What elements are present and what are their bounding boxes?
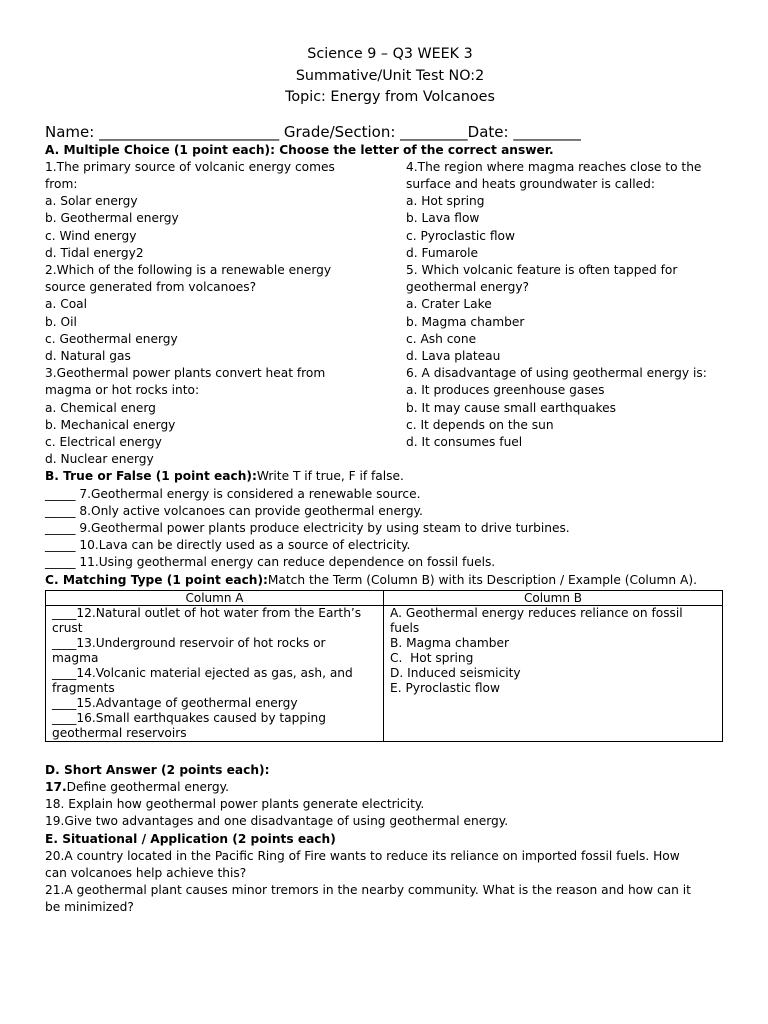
question-line: 3.Geothermal power plants convert heat from: [45, 366, 326, 381]
choice-line: c. Wind energy: [45, 228, 137, 243]
document-header: [45, 44, 735, 109]
choice-line: a. Crater Lake: [406, 297, 492, 312]
short-answer-item: [45, 779, 735, 796]
situational-item: 21.A geothermal plant causes minor tremors in the nearby community. What is the reason and how can it: [45, 883, 691, 898]
choice-line: d. Lava plateau: [406, 348, 501, 363]
question-line: 6. A disadvantage of using geothermal energy is:: [406, 366, 707, 381]
choice-line: a. Hot spring: [406, 194, 485, 209]
question-line: 4.The region where magma reaches close to the: [406, 159, 702, 174]
question-line: 1.The primary source of volcanic energy comes: [45, 159, 335, 174]
section-b-heading: [45, 468, 735, 485]
question-number: 17.: [45, 779, 67, 794]
choice-line: c. Geothermal energy: [45, 331, 178, 346]
subject-title: Science 9 – Q3 WEEK 3: [307, 46, 473, 62]
situational-item: be minimized?: [45, 900, 134, 915]
column-a-header: Column A: [46, 590, 384, 605]
column-a-line: magma: [52, 650, 99, 665]
section-e-heading: E. Situational / Application (2 points each): [45, 831, 336, 846]
question-line: geothermal energy?: [406, 280, 530, 295]
question-line: 2.Which of the following is a renewable energy: [45, 262, 332, 277]
column-b-line: C. Hot spring: [390, 650, 474, 665]
column-a-line: fragments: [52, 680, 115, 695]
true-false-item: _____ 11.Using geothermal energy can reduce dependence on fossil fuels.: [45, 555, 496, 570]
choice-line: d. It consumes fuel: [406, 434, 523, 449]
choice-line: a. Solar energy: [45, 194, 138, 209]
choice-line: b. Oil: [45, 314, 77, 329]
choice-line: d. Fumarole: [406, 245, 478, 260]
choice-line: b. Lava flow: [406, 211, 480, 226]
column-a-line: ____12.Natural outlet of hot water from the Earth’s: [52, 605, 362, 620]
question-line: surface and heats groundwater is called:: [406, 176, 656, 191]
matching-table-header-row: [46, 590, 723, 605]
question-line: 5. Which volcanic feature is often tapped for: [406, 262, 678, 277]
section-d-heading: D. Short Answer (2 points each):: [45, 762, 270, 777]
choice-line: a. Chemical energ: [45, 400, 156, 415]
column-b-line: B. Magma chamber: [390, 635, 510, 650]
true-false-item: _____ 7.Geothermal energy is considered a renewable source.: [45, 486, 421, 501]
matching-table: [45, 590, 723, 742]
section-b-instruction: Write T if true, F if false.: [256, 469, 404, 484]
column-a-line: ____13.Underground reservoir of hot rocks or: [52, 635, 326, 650]
section-c-title: C. Matching Type (1 point each):: [45, 572, 268, 587]
topic-title: Topic: Energy from Volcanoes: [285, 89, 495, 105]
choice-line: b. Magma chamber: [406, 314, 525, 329]
choice-line: c. Ash cone: [406, 331, 477, 346]
choice-line: d. Nuclear energy: [45, 452, 154, 467]
column-b-header: Column B: [384, 590, 723, 605]
choice-line: a. It produces greenhouse gases: [406, 383, 605, 398]
choice-line: c. It depends on the sun: [406, 417, 554, 432]
column-a-line: ____14.Volcanic material ejected as gas, ash, and: [52, 665, 353, 680]
column-a-line: crust: [52, 620, 83, 635]
section-a-questions: [45, 159, 735, 469]
situational-item: 20.A country located in the Pacific Ring of Fire wants to reduce its reliance on imported fossil fuels. How: [45, 848, 680, 863]
column-b-cell: [384, 605, 723, 741]
test-document: [45, 0, 735, 917]
choice-line: c. Pyroclastic flow: [406, 228, 515, 243]
column-a-cell: [46, 605, 384, 741]
section-a-right-column: [406, 159, 735, 469]
choice-line: b. Mechanical energy: [45, 417, 176, 432]
section-b-title: B. True or False (1 point each):: [45, 469, 257, 484]
column-b-line: E. Pyroclastic flow: [390, 680, 500, 695]
section-a-heading: A. Multiple Choice (1 point each): Choose the letter of the correct answer.: [45, 142, 554, 157]
true-false-item: _____ 10.Lava can be directly used as a source of electricity.: [45, 538, 411, 553]
column-a-line: ____15.Advantage of geothermal energy: [52, 695, 298, 710]
column-a-line: geothermal reservoirs: [52, 725, 187, 740]
question-line: source generated from volcanoes?: [45, 280, 257, 295]
section-c-heading: [45, 572, 735, 589]
column-b-line: D. Induced seismicity: [390, 665, 521, 680]
matching-table-row: [46, 605, 723, 741]
choice-line: d. Tidal energy2: [45, 245, 144, 260]
test-title: Summative/Unit Test NO:2: [295, 67, 485, 84]
question-line: magma or hot rocks into:: [45, 383, 200, 398]
choice-line: c. Electrical energy: [45, 434, 162, 449]
question-text: Define geothermal energy.: [66, 779, 229, 794]
true-false-item: _____ 9.Geothermal power plants produce electricity by using steam to drive turbines.: [45, 520, 570, 535]
short-answer-item: 19.Give two advantages and one disadvantage of using geothermal energy.: [45, 814, 509, 829]
column-a-line: ____16.Small earthquakes caused by tapping: [52, 710, 326, 725]
section-a-left-column: [45, 159, 406, 469]
column-b-line: fuels: [390, 620, 420, 635]
choice-line: b. Geothermal energy: [45, 211, 179, 226]
question-line: from:: [45, 176, 78, 191]
situational-item: can volcanoes help achieve this?: [45, 866, 247, 880]
section-c-instruction: Match the Term (Column B) with its Description / Example (Column A).: [267, 572, 697, 587]
choice-line: d. Natural gas: [45, 348, 131, 363]
short-answer-item: 18. Explain how geothermal power plants generate electricity.: [45, 797, 425, 812]
choice-line: a. Coal: [45, 297, 88, 312]
choice-line: b. It may cause small earthquakes: [406, 400, 616, 415]
student-info-line: Name: ________________________ Grade/Section: _________Date: _________: [45, 122, 581, 141]
true-false-item: _____ 8.Only active volcanoes can provide geothermal energy.: [45, 503, 423, 518]
column-b-line: A. Geothermal energy reduces reliance on fossil: [390, 605, 683, 620]
